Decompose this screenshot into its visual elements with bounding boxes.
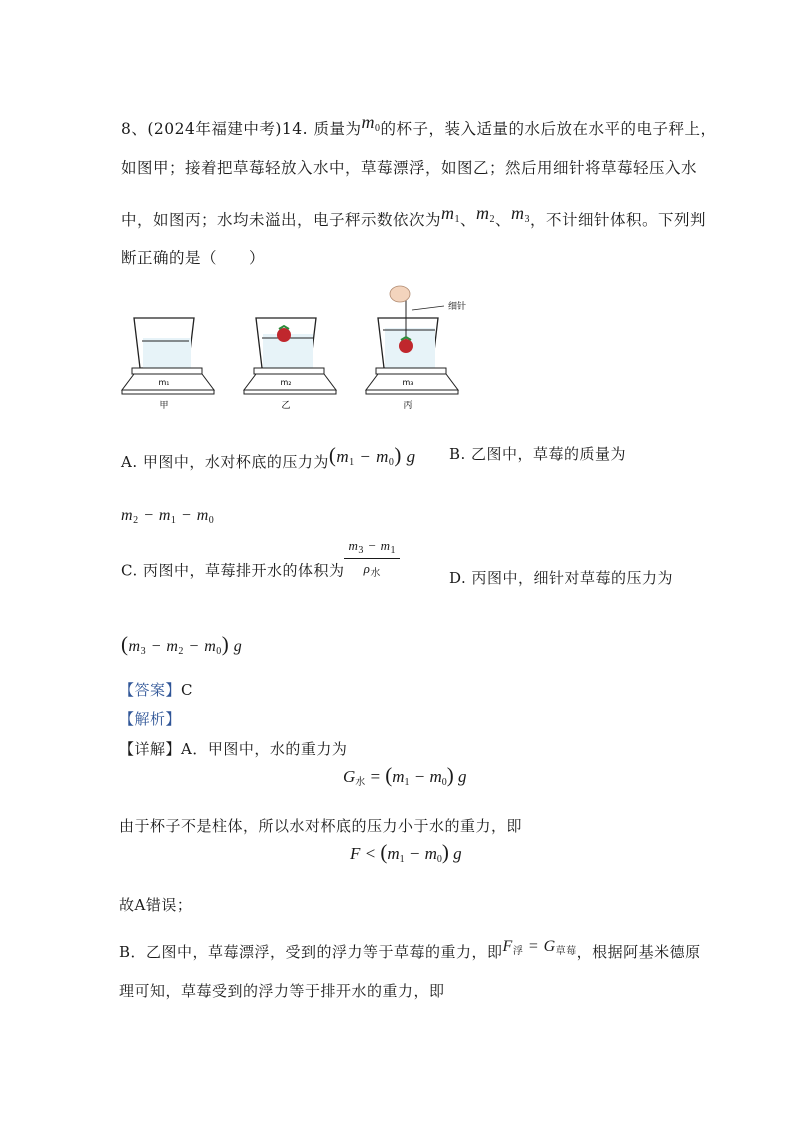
- question-line-3: 中，如图丙；水均未溢出，电子秤示数依次为$m_1$、$m_2$、$m_3$，不计细针体积。下列判: [121, 203, 707, 229]
- experiment-figure: [118, 282, 478, 412]
- detail-line-a: 【详解】A．甲图中，水的重力为: [119, 740, 348, 758]
- reason-line-a: 由于杯子不是柱体，所以水对杯底的压力小于水的重力，即: [119, 817, 523, 835]
- question-line-4: 断正确的是（ ）: [121, 249, 266, 267]
- beaker-setup-jia: [122, 318, 214, 411]
- detail-line-b: B．乙图中，草莓漂浮，受到的浮力等于草莓的重力，即$F_浮 = G_{草莓}$，根据阿基米德原: [119, 938, 701, 961]
- mass-symbol-m1: $m_1$: [441, 203, 461, 225]
- question-line-2: 如图甲；接着把草莓轻放入水中，草莓漂浮，如图乙；然后用细针将草莓轻压入水: [121, 159, 698, 177]
- option-d: D. 丙图中，细针对草莓的压力为: [449, 569, 674, 587]
- figure-label-jia: 甲: [159, 401, 169, 411]
- figure-label-yi: 乙: [281, 401, 291, 411]
- scale-label-m2: m₂: [280, 378, 292, 387]
- option-a: A. 甲图中，水对杯底的压力为$(m_1 - m_0)$ g: [121, 443, 416, 471]
- question-intro-rest: 的杯子，装入适量的水后放在水平的电子秤上，: [380, 120, 717, 138]
- analysis-tag: 【解析】: [119, 710, 182, 728]
- equation-pressure-force: $F < (m_1 - m_0)$ g: [350, 840, 462, 865]
- scale-label-m1: m₁: [158, 378, 170, 387]
- scale-label-m3: m₃: [402, 378, 414, 387]
- question-line-1: [121, 112, 717, 139]
- strawberry-icon: [277, 328, 291, 342]
- question-intro: 8、(2024年福建中考)14. 质量为: [121, 120, 362, 138]
- beaker-setup-bing: [366, 286, 466, 411]
- volume-fraction: $\frac{m_3 - m_1}{\rho_水}$: [344, 538, 400, 579]
- figure-label-bing: 丙: [403, 401, 413, 411]
- equation-water-gravity: $G_水 = (m_1 - m_0)$ g: [343, 763, 467, 788]
- strawberry-icon: [399, 339, 413, 353]
- mass-symbol-m2: $m_2$: [476, 203, 496, 225]
- option-d-expression: $(m_3 - m_2 - m_0)$ g: [121, 632, 243, 657]
- option-b: B. 乙图中，草莓的质量为: [449, 445, 627, 463]
- hand-icon: [390, 286, 410, 302]
- mass-symbol-m3: $m_3$: [511, 203, 531, 225]
- needle-label: 细针: [448, 302, 467, 312]
- conclusion-a: 故A错误；: [119, 896, 193, 914]
- answer-line: 【答案】C: [119, 681, 193, 699]
- detail-line-b-2: 理可知，草莓受到的浮力等于排开水的重力，即: [119, 982, 445, 1000]
- option-b-expression: $m_2 - m_1 - m_0$: [121, 507, 215, 526]
- option-c: C. 丙图中，草莓排开水的体积为 $\frac{m_3 - m_1}{\rho_水}$: [121, 556, 400, 581]
- beaker-setup-yi: [244, 318, 336, 411]
- mass-symbol-m0: $m_0$: [361, 112, 381, 134]
